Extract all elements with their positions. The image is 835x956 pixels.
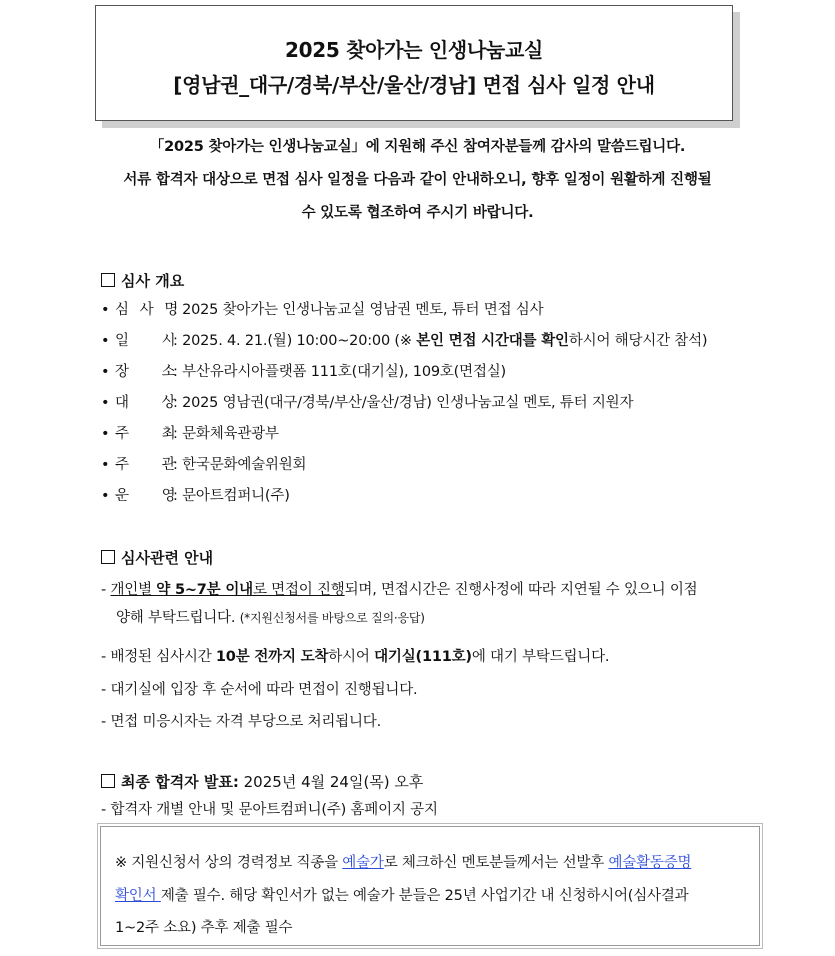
title-box: [95, 5, 733, 121]
overview-item-operator: • 운 영: 문아트컴퍼니(주): [101, 484, 290, 505]
item-label: 장 소: [115, 364, 190, 380]
final-note: - 합격자 개별 안내 및 문아트컴퍼니(주) 홈페이지 공지: [101, 802, 438, 818]
intro-line-2: 서류 합격자 대상으로 면접 심사 일정을 다음과 같이 안내하오니, 향후 일정이 원활하게 진행될: [123, 172, 712, 188]
item-value: : 한국문화예술위원회: [173, 457, 307, 473]
overview-item-organizer: • 주 관: 한국문화예술위원회: [101, 453, 306, 474]
item-value: : 부산유라시아플랫폼 111호(대기실), 109호(면접실): [173, 364, 507, 380]
guide-line-3: - 배정된 심사시간 10분 전까지 도착하시어 대기실(111호)에 대기 부탁드립니다.: [101, 649, 610, 665]
guide-line-5: - 면접 미응시자는 자격 부당으로 처리됩니다.: [101, 714, 382, 730]
item-value: : 2025 영남권(대구/경북/부산/울산/경남) 인생나눔교실 멘토, 튜터 지원자: [173, 395, 634, 411]
overview-item-datetime: • 일 시: 2025. 4. 21.(월) 10:00~20:00 (※ 본인 면접 시간대를 확인하시어 해당시간 참석): [101, 329, 707, 350]
guide-heading: 심사관련 안내: [101, 547, 213, 568]
guide-line-2: 양해 부탁드립니다. (*지원신청서를 바탕으로 질의·응답): [116, 610, 425, 626]
checkbox-square-icon: [101, 550, 115, 564]
artist-link[interactable]: 예술가: [342, 855, 384, 871]
overview-item-place: • 장 소: 부산유라시아플랫폼 111호(대기실), 109호(면접실): [101, 360, 506, 381]
item-label: 운 영: [115, 488, 190, 504]
overview-item-target: • 대 상: 2025 영남권(대구/경북/부산/울산/경남) 인생나눔교실 멘토, 튜터 지원자: [101, 391, 633, 412]
intro-line-1: 「2025 찾아가는 인생나눔교실」에 지원해 주신 참여자분들께 감사의 말씀드립니다.: [149, 139, 686, 155]
art-activity-certificate-link[interactable]: 예술활동증명: [608, 855, 692, 871]
item-label: 주 최: [115, 426, 190, 442]
title-line-2: [영남권_대구/경북/부산/울산/경남] 면접 심사 일정 안내: [173, 73, 655, 97]
guide-line-4: - 대기실에 입장 후 순서에 따라 면접이 진행됩니다.: [101, 682, 418, 698]
overview-heading: 심사 개요: [101, 270, 184, 291]
item-value: : 문아트컴퍼니(주): [173, 488, 290, 504]
notice-line-1: ※ 지원신청서 상의 경력정보 직종을 예술가로 체크하신 멘토분들께서는 선발후 예술활동증명: [115, 855, 692, 871]
notice-box: [100, 826, 760, 946]
checkbox-square-icon: [101, 774, 115, 788]
item-label: 주 관: [115, 457, 190, 473]
notice-line-3: 1~2주 소요) 추후 제출 필수: [115, 920, 293, 936]
title-line-1: 2025 찾아가는 인생나눔교실: [285, 38, 543, 62]
intro-line-3: 수 있도록 협조하여 주시기 바랍니다.: [301, 205, 534, 221]
item-value: : 문화체육관광부: [173, 426, 279, 442]
item-value: : 2025 찾아가는 인생나눔교실 영남권 멘토, 튜터 면접 심사: [173, 302, 544, 318]
certificate-link[interactable]: 확인서: [115, 888, 161, 904]
guide-line-1: - 개인별 약 5~7분 이내로 면접이 진행되며, 면접시간은 진행사정에 따라 지연될 수 있으니 이점: [101, 582, 698, 598]
notice-line-2: 확인서 제출 필수. 해당 확인서가 없는 예술가 분들은 25년 사업기간 내 신청하시어(심사결과: [115, 888, 689, 904]
item-label: 심 사 명: [115, 302, 182, 318]
item-label: 대 상: [115, 395, 190, 411]
checkbox-square-icon: [101, 273, 115, 287]
item-label: 일 시: [115, 333, 190, 349]
final-heading: 최종 합격자 발표: 2025년 4월 24일(목) 오후: [101, 771, 423, 792]
overview-item-name: • 심 사 명: 2025 찾아가는 인생나눔교실 영남권 멘토, 튜터 면접 심사: [101, 298, 543, 319]
overview-item-host: • 주 최: 문화체육관광부: [101, 422, 279, 443]
